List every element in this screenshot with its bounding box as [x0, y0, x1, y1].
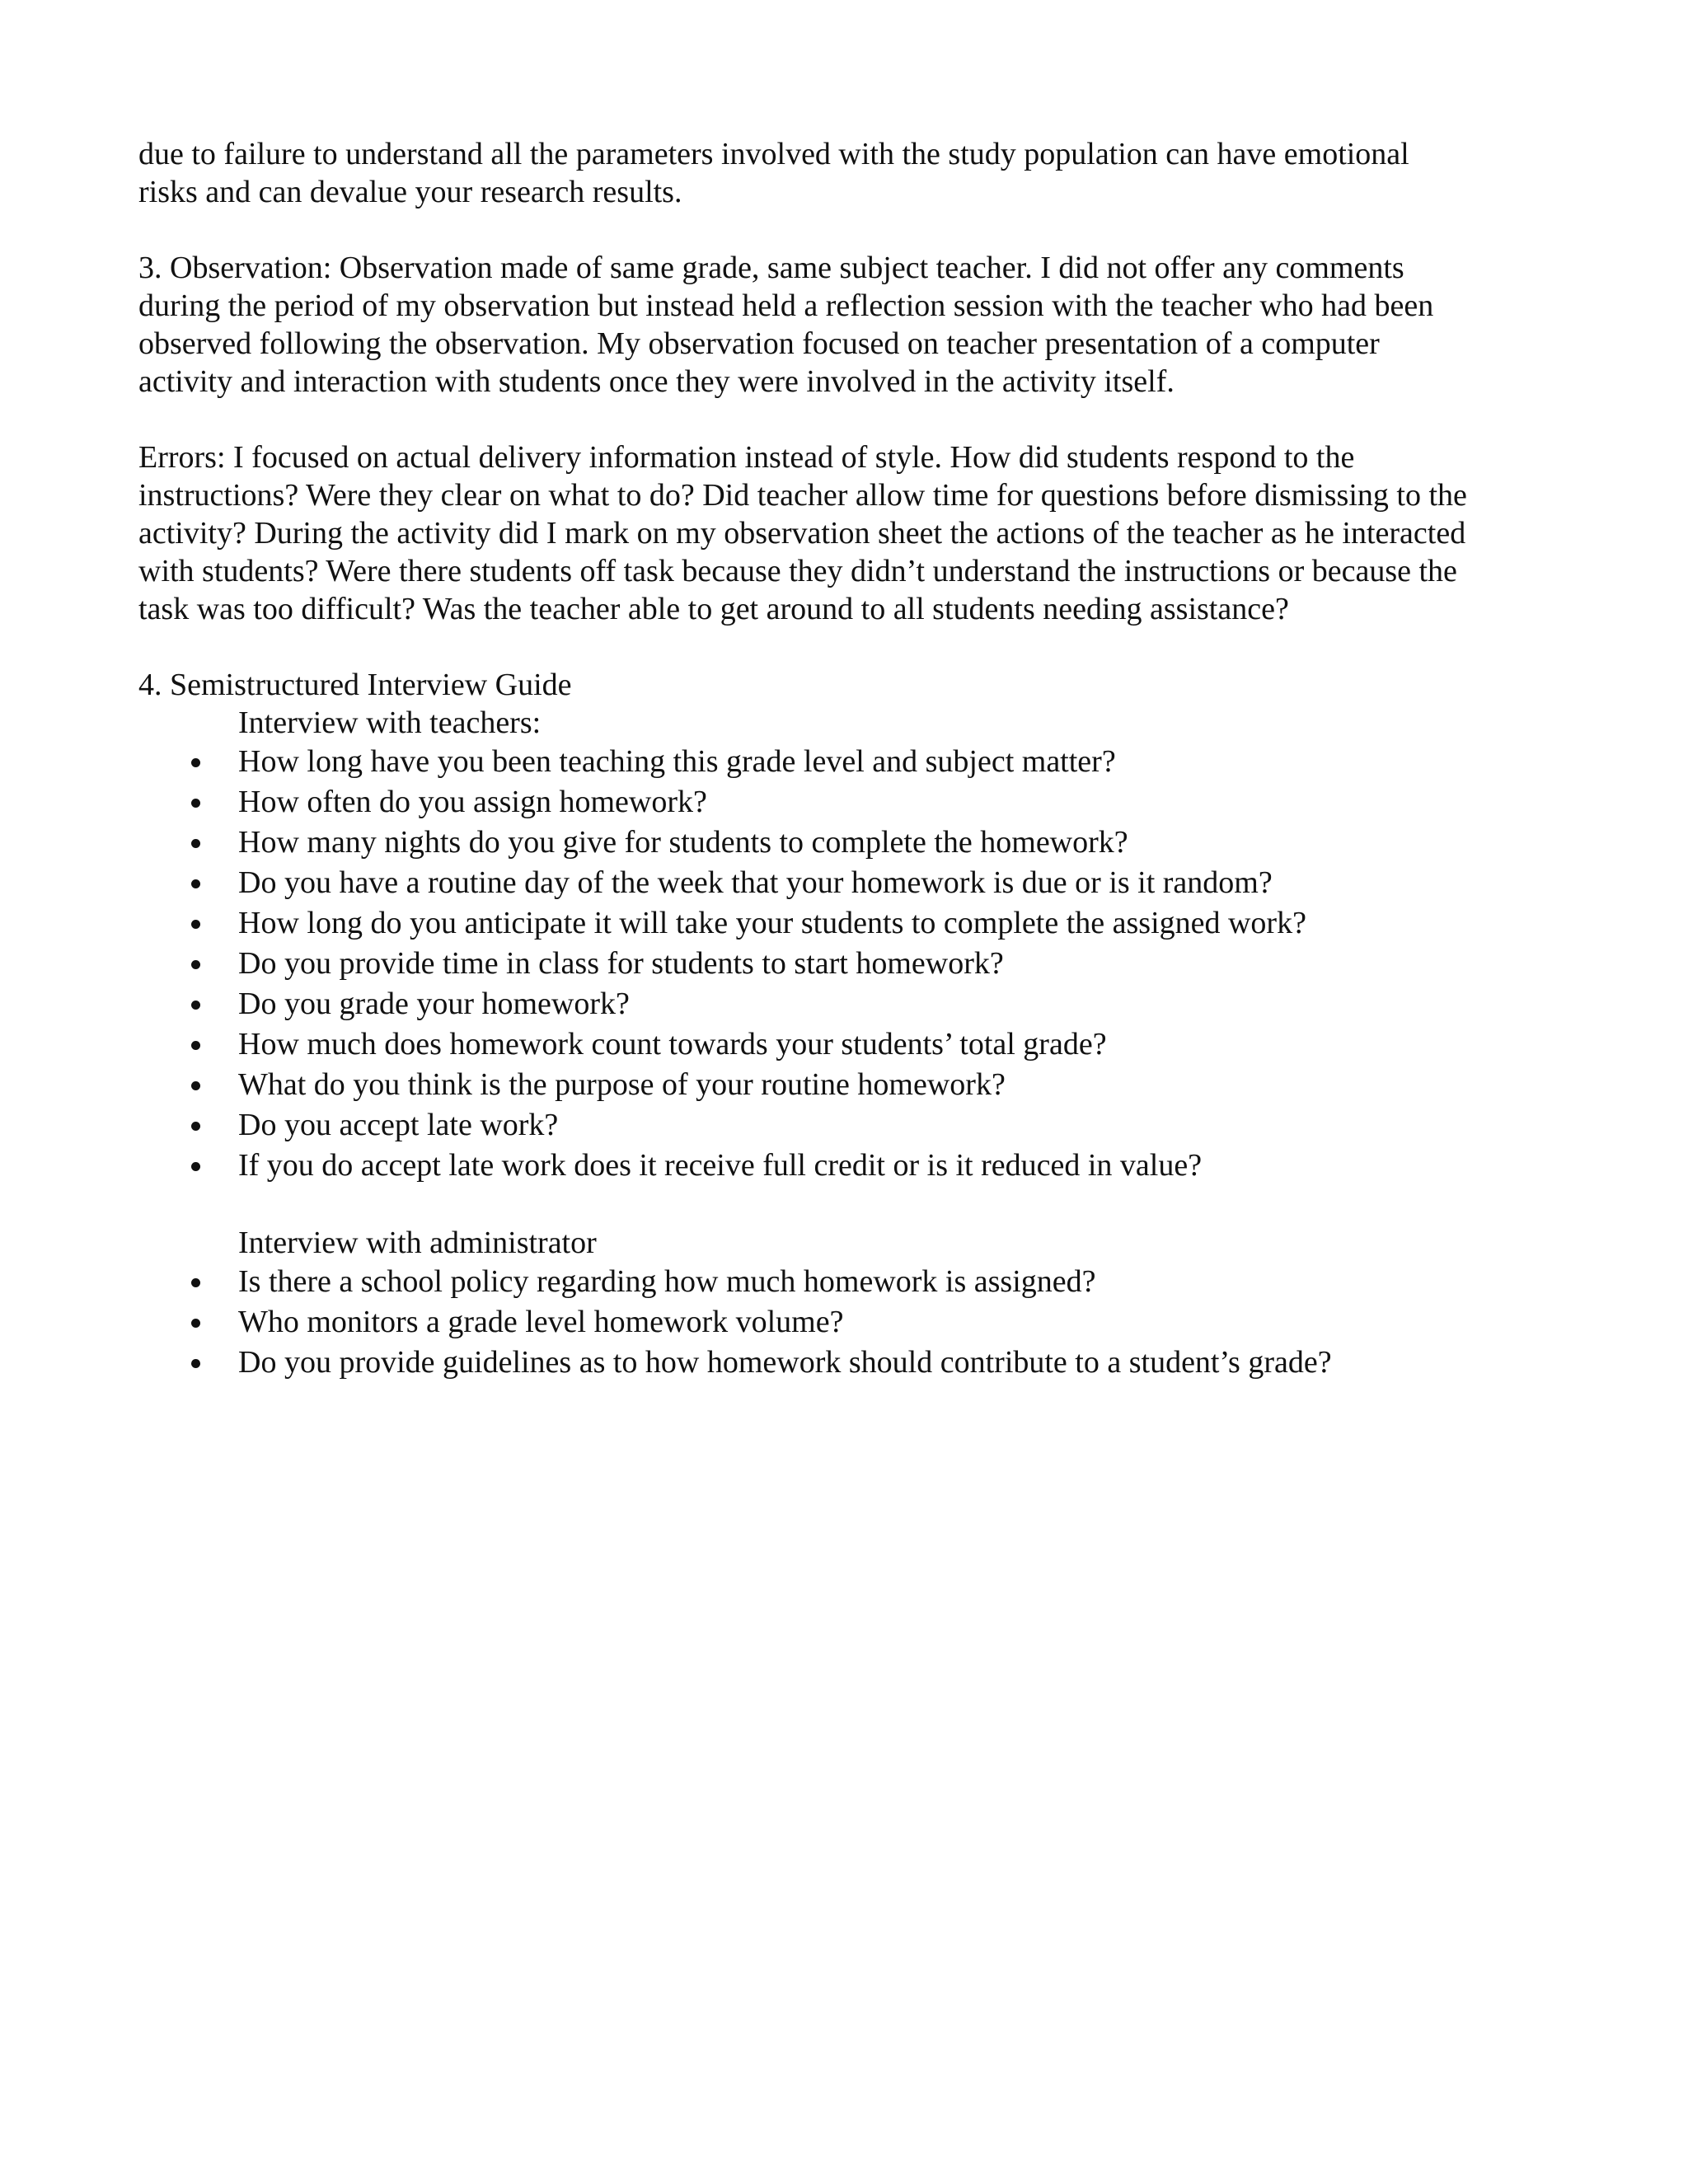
bullet-icon [191, 799, 200, 808]
list-item [138, 1302, 1573, 1343]
bullet-icon [191, 1278, 200, 1287]
bullet-icon [191, 1122, 200, 1131]
bullet-icon [191, 920, 200, 929]
paragraph-errors: Errors: I focused on actual delivery information instead of style. How did students respond to the instructions? Were they clear on what to do? Did teacher allow time for questions before dismissing to the activity? During the activity did I mark on my observation sheet the actions of the teacher as he interacted with students? Were there students off task because they didn’t understand the instructions or because the task was too difficult? Was the teacher able to get around to all students needing assistance? [138, 440, 1467, 626]
question-text: Who monitors a grade level homework volume? [238, 1305, 844, 1339]
bullet-icon [191, 1081, 200, 1090]
bullet-icon [191, 1162, 200, 1171]
document-body [138, 135, 1573, 1383]
question-text: Do you provide guidelines as to how homework should contribute to a student’s grade? [238, 1345, 1332, 1380]
teacher-questions-list [138, 742, 1573, 1186]
list-item [138, 823, 1573, 863]
question-text: How much does homework count towards your students’ total grade? [238, 1027, 1107, 1062]
bullet-icon [191, 1001, 200, 1010]
list-item [138, 782, 1573, 823]
list-item [138, 742, 1573, 782]
bullet-icon [191, 1041, 200, 1050]
list-item [138, 1105, 1573, 1146]
list-item [138, 1146, 1573, 1186]
question-text: Is there a school policy regarding how much homework is assigned? [238, 1264, 1096, 1299]
question-text: Do you grade your homework? [238, 987, 630, 1021]
list-item [138, 944, 1573, 984]
question-text: How long do you anticipate it will take your students to complete the assigned work? [238, 906, 1306, 940]
bullet-icon [191, 879, 200, 888]
question-text: Do you accept late work? [238, 1108, 559, 1142]
question-text: How long have you been teaching this grade level and subject matter? [238, 744, 1116, 779]
list-item [138, 984, 1573, 1024]
interview-guide-title: 4. Semistructured Interview Guide [138, 668, 572, 702]
question-text: If you do accept late work does it receive full credit or is it reduced in value? [238, 1148, 1203, 1183]
bullet-icon [191, 1319, 200, 1328]
list-item [138, 1065, 1573, 1105]
teachers-interview-heading: Interview with teachers: [238, 705, 542, 740]
list-item [138, 1262, 1573, 1302]
question-text: How many nights do you give for students to complete the homework? [238, 825, 1128, 860]
list-item [138, 1343, 1573, 1383]
bullet-icon [191, 960, 200, 969]
list-item [138, 1024, 1573, 1065]
question-text: What do you think is the purpose of your routine homework? [238, 1067, 1006, 1102]
list-item [138, 863, 1573, 903]
bullet-icon [191, 758, 200, 767]
bullet-icon [191, 1359, 200, 1368]
question-text: Do you provide time in class for students to start homework? [238, 946, 1004, 981]
paragraph-observation: 3. Observation: Observation made of same grade, same subject teacher. I did not offer any comments during the period of my observation but instead held a reflection session with the teacher who had been observed following the observation. My observation focused on teacher presentation of a computer activity and interaction with students once they were involved in the activity itself. [138, 251, 1434, 399]
question-text: Do you have a routine day of the week that your homework is due or is it random? [238, 865, 1273, 900]
administrator-questions-list [138, 1262, 1573, 1383]
paragraph-continuation: due to failure to understand all the parameters involved with the study population can have emotional risks and can devalue your research results. [138, 137, 1409, 209]
list-item [138, 903, 1573, 944]
bullet-icon [191, 839, 200, 848]
question-text: How often do you assign homework? [238, 785, 707, 819]
administrator-interview-heading: Interview with administrator [238, 1226, 597, 1260]
